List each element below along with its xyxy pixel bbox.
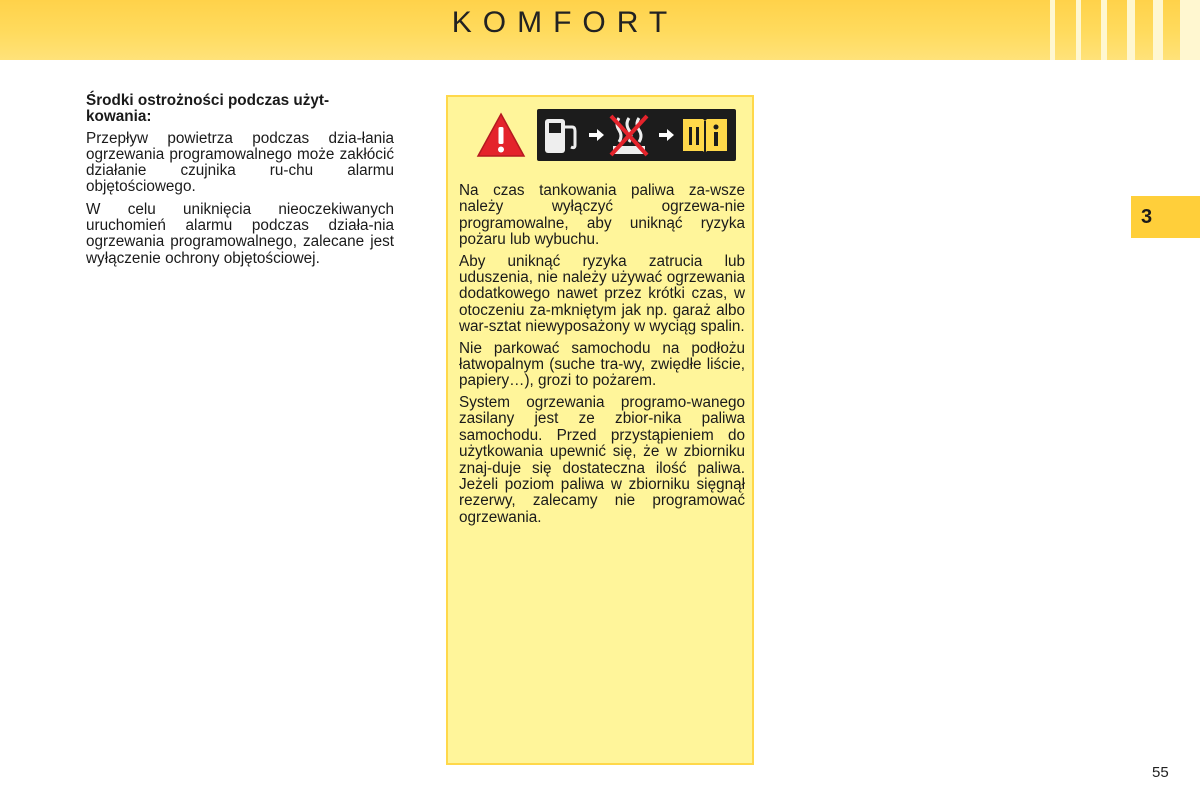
warning-box [446,95,754,765]
section-title: KOMFORT [451,6,679,39]
pictogram-strip [537,109,736,161]
chapter-tab[interactable] [1131,196,1200,238]
warning-paragraph: Na czas tankowania paliwa za-wsze należy wyłączyć ogrzewa-nie programowalne, aby uniknąć ryzyka pożaru lub wybuchu. [459,182,745,249]
heater-crossed-icon [607,112,651,158]
warning-paragraph: Nie parkować samochodu na podłożu łatwopalnym (suche tra-wy, zwiędłe liście, papiery…), grozi to pożarem. [459,339,745,390]
warning-triangle-icon [476,112,526,158]
arrow-right-icon [589,128,605,142]
fuel-pump-icon [541,113,581,157]
precautions-column [86,93,394,273]
manual-info-icon [679,113,731,157]
precautions-paragraph: Przepływ powietrza podczas dzia-łania ogrzewania programowalnego może zakłócić działanie czujnika ru-chu alarmu objętościowego. [86,129,394,196]
warning-paragraph: Aby uniknąć ryzyka zatrucia lub uduszenia, nie należy używać ogrzewania dodatkowego nawet przez krótki czas, w otoczeniu za-mkniętym jak np. garaż albo war-sztat niewyposażony w wyciąg spalin. [459,252,745,336]
page-header [0,0,1200,60]
chapter-number: 3 [1141,206,1153,228]
page-number: 55 [1152,764,1169,781]
precautions-heading: Środki ostrożności podczas użyt-kowania: [86,92,330,126]
warning-paragraph: System ogrzewania programo-wanego zasilany jest ze zbior-nika paliwa samochodu. Przed przystąpieniem do użytkowania upewnić się, że w zbiorniku znaj-duje się dostateczna ilość paliwa. Jeżeli poziom paliwa w zbiorniku sięgnął rezerwy, zalecamy nie programować ogrzewania. [459,393,745,526]
precautions-paragraph: W celu uniknięcia nieoczekiwanych uruchomień alarmu podczas działa-nia ogrzewania programowalnego, zalecane jest wyłączenie ochrony objętościowej. [86,200,394,267]
warning-text [459,183,745,531]
arrow-right-icon [659,128,675,142]
